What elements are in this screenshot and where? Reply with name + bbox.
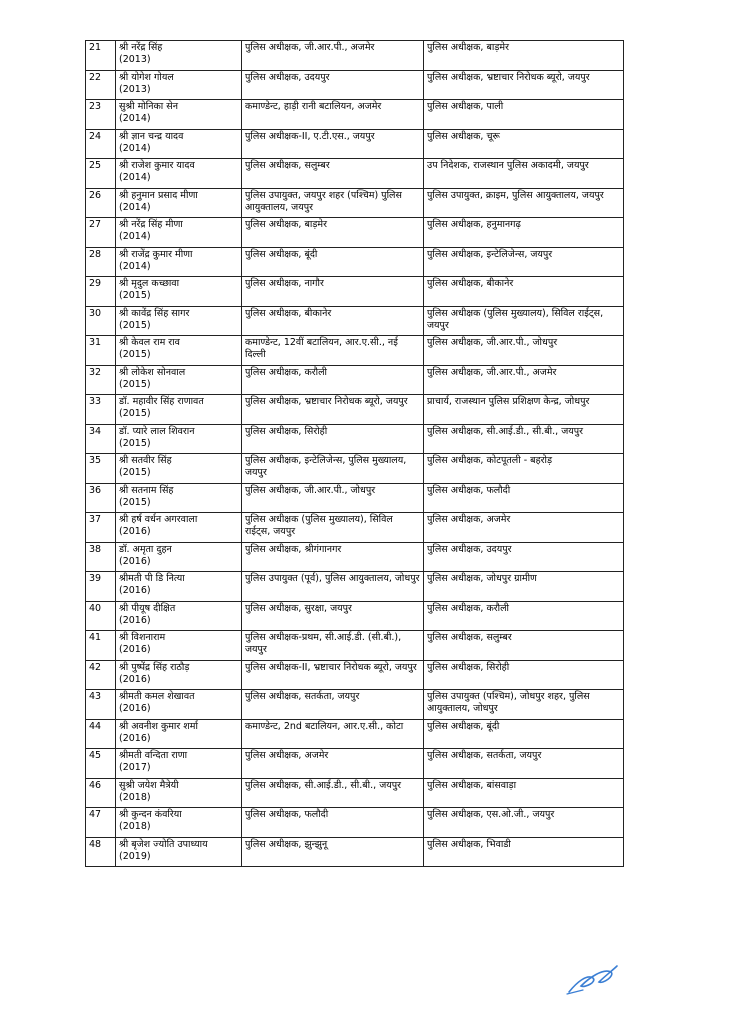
serial-number: 42: [86, 660, 116, 690]
new-posting: पुलिस अधीक्षक (पुलिस मुख्यालय), सिविल राईट्स, जयपुर: [424, 306, 624, 336]
officer-cell: [116, 129, 242, 159]
officer-cell: [116, 100, 242, 130]
new-posting: पुलिस अधीक्षक, एस.ओ.जी., जयपुर: [424, 808, 624, 838]
serial-number: 24: [86, 129, 116, 159]
table-row: [86, 100, 624, 130]
officer-cell: [116, 424, 242, 454]
serial-number: 45: [86, 749, 116, 779]
table-row: [86, 778, 624, 808]
table-row: [86, 277, 624, 307]
serial-number: 35: [86, 454, 116, 484]
officer-name: श्री सतवीर सिंह: [119, 455, 172, 466]
officer-cell: [116, 837, 242, 867]
current-posting: पुलिस अधीक्षक, सतर्कता, जयपुर: [242, 690, 424, 720]
batch-year: (2015): [119, 408, 151, 419]
current-posting: पुलिस अधीक्षक, इन्टेलिजेन्स, पुलिस मुख्यालय, जयपुर: [242, 454, 424, 484]
batch-year: (2018): [119, 791, 151, 803]
table-row: [86, 690, 624, 720]
officer-name: श्री विशनाराम: [119, 632, 166, 643]
table-row: [86, 365, 624, 395]
current-posting: कमाण्डेन्ट, 12वीं बटालियन, आर.ए.सी., नई दिल्ली: [242, 336, 424, 366]
current-posting: पुलिस अधीक्षक, सिरोही: [242, 424, 424, 454]
serial-number: 27: [86, 218, 116, 248]
batch-year: (2014): [119, 260, 151, 272]
batch-year: (2014): [119, 201, 151, 213]
officer-cell: [116, 454, 242, 484]
officer-cell: [116, 572, 242, 602]
officer-cell: [116, 542, 242, 572]
table-row: [86, 188, 624, 218]
table-row: [86, 218, 624, 248]
new-posting: पुलिस अधीक्षक, फलौदी: [424, 483, 624, 513]
batch-year: (2014): [119, 172, 151, 183]
officer-cell: [116, 719, 242, 749]
officer-cell: [116, 336, 242, 366]
transfer-table: [85, 40, 624, 867]
serial-number: 37: [86, 513, 116, 543]
serial-number: 33: [86, 395, 116, 425]
serial-number: 40: [86, 601, 116, 631]
new-posting: पुलिस अधीक्षक, करौली: [424, 601, 624, 631]
new-posting: पुलिस अधीक्षक, जी.आर.पी., अजमेर: [424, 365, 624, 395]
current-posting: पुलिस अधीक्षक, अजमेर: [242, 749, 424, 779]
new-posting: पुलिस अधीक्षक, बाड़मेर: [424, 41, 624, 71]
officer-name: श्री लोकेश सोनवाल: [119, 366, 186, 378]
officer-name: श्री नरेंद्र सिंह: [119, 42, 163, 53]
new-posting: पुलिस अधीक्षक, चूरू: [424, 129, 624, 159]
officer-name: श्री योगेश गोयल: [119, 71, 174, 83]
current-posting: पुलिस अधीक्षक, सुरक्षा, जयपुर: [242, 601, 424, 631]
current-posting: कमाण्डेन्ट, 2nd बटालियन, आर.ए.सी., कोटा: [242, 719, 424, 749]
table-row: [86, 395, 624, 425]
table-row: [86, 601, 624, 631]
new-posting: पुलिस अधीक्षक, बीकानेर: [424, 277, 624, 307]
current-posting: पुलिस अधीक्षक-प्रथम, सी.आई.डी. (सी.बी.), जयपुर: [242, 631, 424, 661]
new-posting: पुलिस अधीक्षक, बांसवाड़ा: [424, 778, 624, 808]
officer-cell: [116, 631, 242, 661]
serial-number: 38: [86, 542, 116, 572]
table-row: [86, 41, 624, 71]
serial-number: 47: [86, 808, 116, 838]
officer-cell: [116, 218, 242, 248]
table-row: [86, 306, 624, 336]
new-posting: पुलिस अधीक्षक, जोधपुर ग्रामीण: [424, 572, 624, 602]
serial-number: 30: [86, 306, 116, 336]
serial-number: 43: [86, 690, 116, 720]
new-posting: पुलिस अधीक्षक, सतर्कता, जयपुर: [424, 749, 624, 779]
officer-cell: [116, 749, 242, 779]
batch-year: (2015): [119, 467, 151, 478]
table-row: [86, 808, 624, 838]
table-row: [86, 70, 624, 100]
new-posting: उप निदेशक, राजस्थान पुलिस अकादमी, जयपुर: [424, 159, 624, 189]
batch-year: (2016): [119, 585, 151, 596]
table-row: [86, 513, 624, 543]
officer-cell: [116, 247, 242, 277]
table-row: [86, 660, 624, 690]
officer-name: श्री पीयूष दीक्षित: [119, 602, 176, 614]
batch-year: (2015): [119, 496, 151, 508]
current-posting: पुलिस अधीक्षक (पुलिस मुख्यालय), सिविल राईट्स, जयपुर: [242, 513, 424, 543]
serial-number: 46: [86, 778, 116, 808]
officer-name: श्रीमती कमल शेखावत: [119, 691, 195, 702]
new-posting: पुलिस अधीक्षक, बूंदी: [424, 719, 624, 749]
serial-number: 31: [86, 336, 116, 366]
current-posting: पुलिस अधीक्षक, श्रीगंगानगर: [242, 542, 424, 572]
officer-cell: [116, 601, 242, 631]
batch-year: (2017): [119, 762, 151, 773]
serial-number: 36: [86, 483, 116, 513]
table-row: [86, 247, 624, 277]
table-row: [86, 159, 624, 189]
officer-name: श्री राजेंद्र कुमार मीणा: [119, 248, 193, 260]
officer-name: श्री सतनाम सिंह: [119, 484, 174, 496]
current-posting: पुलिस अधीक्षक, बूंदी: [242, 247, 424, 277]
officer-cell: [116, 483, 242, 513]
current-posting: पुलिस उपायुक्त, जयपुर शहर (पश्चिम) पुलिस आयुक्तालय, जयपुर: [242, 188, 424, 218]
officer-cell: [116, 188, 242, 218]
batch-year: (2015): [119, 437, 151, 449]
officer-cell: [116, 70, 242, 100]
new-posting: पुलिस अधीक्षक, हनुमानगढ़: [424, 218, 624, 248]
serial-number: 34: [86, 424, 116, 454]
current-posting: पुलिस अधीक्षक, फलौदी: [242, 808, 424, 838]
officer-name: श्री हनुमान प्रसाद मीणा: [119, 189, 198, 201]
new-posting: पुलिस अधीक्षक, कोटपूतली - बहरोड़: [424, 454, 624, 484]
serial-number: 22: [86, 70, 116, 100]
batch-year: (2014): [119, 142, 151, 154]
new-posting: पुलिस उपायुक्त (पश्चिम), जोधपुर शहर, पुलिस आयुक्तालय, जोधपुर: [424, 690, 624, 720]
batch-year: (2014): [119, 113, 151, 124]
officer-cell: [116, 159, 242, 189]
serial-number: 44: [86, 719, 116, 749]
current-posting: पुलिस अधीक्षक, भ्रष्टाचार निरोधक ब्यूरो, जयपुर: [242, 395, 424, 425]
batch-year: (2019): [119, 850, 151, 862]
batch-year: (2016): [119, 614, 151, 626]
batch-year: (2016): [119, 732, 151, 744]
officer-cell: [116, 41, 242, 71]
current-posting: पुलिस अधीक्षक, नागौर: [242, 277, 424, 307]
table-row: [86, 424, 624, 454]
batch-year: (2015): [119, 349, 151, 360]
new-posting: पुलिस अधीक्षक, सिरोही: [424, 660, 624, 690]
officer-name: श्री कुन्दन कंवरिया: [119, 809, 182, 820]
table-row: [86, 631, 624, 661]
officer-cell: [116, 306, 242, 336]
officer-name: श्री राजेश कुमार यादव: [119, 160, 195, 171]
table-row: [86, 336, 624, 366]
officer-name: श्री पुष्पेंद्र सिंह राठौड़: [119, 661, 190, 673]
table-row: [86, 719, 624, 749]
new-posting: पुलिस उपायुक्त, क्राइम, पुलिस आयुक्तालय, जयपुर: [424, 188, 624, 218]
batch-year: (2014): [119, 231, 151, 242]
serial-number: 48: [86, 837, 116, 867]
batch-year: (2013): [119, 54, 151, 65]
current-posting: पुलिस अधीक्षक, झुन्झुनू: [242, 837, 424, 867]
new-posting: प्राचार्य, राजस्थान पुलिस प्रशिक्षण केन्द्र, जोधपुर: [424, 395, 624, 425]
officer-name: सुश्री जयेश मैत्रेयी: [119, 779, 179, 791]
current-posting: पुलिस अधीक्षक-II, भ्रष्टाचार निरोधक ब्यूरो, जयपुर: [242, 660, 424, 690]
serial-number: 41: [86, 631, 116, 661]
current-posting: पुलिस अधीक्षक, बाड़मेर: [242, 218, 424, 248]
new-posting: पुलिस अधीक्षक, अजमेर: [424, 513, 624, 543]
officer-name: श्री बृजेश ज्योति उपाध्याय: [119, 838, 208, 850]
table-row: [86, 483, 624, 513]
new-posting: पुलिस अधीक्षक, सलुम्बर: [424, 631, 624, 661]
serial-number: 26: [86, 188, 116, 218]
officer-cell: [116, 277, 242, 307]
serial-number: 28: [86, 247, 116, 277]
new-posting: पुलिस अधीक्षक, भिवाडी: [424, 837, 624, 867]
table-row: [86, 572, 624, 602]
serial-number: 32: [86, 365, 116, 395]
table-row: [86, 542, 624, 572]
current-posting: पुलिस अधीक्षक, सी.आई.डी., सी.बी., जयपुर: [242, 778, 424, 808]
current-posting: पुलिस अधीक्षक, बीकानेर: [242, 306, 424, 336]
new-posting: पुलिस अधीक्षक, जी.आर.पी., जोधपुर: [424, 336, 624, 366]
officer-name: श्री केवल राम राव: [119, 337, 180, 348]
current-posting: पुलिस अधीक्षक, जी.आर.पी., जोधपुर: [242, 483, 424, 513]
officer-cell: [116, 395, 242, 425]
officer-name: डॉ. प्यारे लाल शिवरान: [119, 425, 195, 437]
officer-cell: [116, 808, 242, 838]
batch-year: (2018): [119, 821, 151, 832]
officer-name: सुश्री मोनिका सेन: [119, 101, 178, 112]
serial-number: 39: [86, 572, 116, 602]
batch-year: (2015): [119, 319, 151, 331]
officer-name: श्रीमती वन्दिता राणा: [119, 750, 188, 761]
serial-number: 29: [86, 277, 116, 307]
batch-year: (2016): [119, 644, 151, 655]
current-posting: पुलिस अधीक्षक, जी.आर.पी., अजमेर: [242, 41, 424, 71]
new-posting: पुलिस अधीक्षक, इन्टेलिजेन्स, जयपुर: [424, 247, 624, 277]
new-posting: पुलिस अधीक्षक, भ्रष्टाचार निरोधक ब्यूरो, जयपुर: [424, 70, 624, 100]
new-posting: पुलिस अधीक्षक, पाली: [424, 100, 624, 130]
table-row: [86, 129, 624, 159]
serial-number: 21: [86, 41, 116, 71]
officer-name: श्री हर्ष वर्धन अगरवाला: [119, 514, 198, 525]
officer-name: श्री मृदुल कच्छावा: [119, 278, 180, 289]
batch-year: (2016): [119, 526, 151, 537]
batch-year: (2016): [119, 673, 151, 685]
serial-number: 25: [86, 159, 116, 189]
new-posting: पुलिस अधीक्षक, सी.आई.डी., सी.बी., जयपुर: [424, 424, 624, 454]
officer-name: डॉ. अमृता दुहन: [119, 543, 172, 555]
officer-name: डॉ. महावीर सिंह राणावत: [119, 396, 204, 407]
officer-name: श्री नरेंद्र सिंह मीणा: [119, 219, 183, 230]
batch-year: (2016): [119, 703, 151, 714]
table-row: [86, 749, 624, 779]
current-posting: पुलिस अधीक्षक, सलुम्बर: [242, 159, 424, 189]
table-body: [86, 41, 624, 867]
officer-cell: [116, 365, 242, 395]
officer-name: श्रीमती पी डि नित्या: [119, 573, 185, 584]
officer-name: श्री अवनीश कुमार शर्मा: [119, 720, 198, 732]
current-posting: पुलिस अधीक्षक, उदयपुर: [242, 70, 424, 100]
officer-cell: [116, 690, 242, 720]
officer-name: श्री ज्ञान चन्द्र यादव: [119, 130, 184, 142]
batch-year: (2013): [119, 83, 151, 95]
current-posting: पुलिस अधीक्षक, करौली: [242, 365, 424, 395]
table-row: [86, 837, 624, 867]
new-posting: पुलिस अधीक्षक, उदयपुर: [424, 542, 624, 572]
current-posting: कमाण्डेन्ट, हाड़ी रानी बटालियन, अजमेर: [242, 100, 424, 130]
batch-year: (2015): [119, 290, 151, 301]
current-posting: पुलिस अधीक्षक-II, ए.टी.एस., जयपुर: [242, 129, 424, 159]
officer-name: श्री कावेंद्र सिंह सागर: [119, 307, 190, 319]
officer-cell: [116, 778, 242, 808]
batch-year: (2016): [119, 555, 151, 567]
officer-cell: [116, 513, 242, 543]
table-row: [86, 454, 624, 484]
signature-mark: [563, 960, 619, 998]
batch-year: (2015): [119, 378, 151, 390]
officer-cell: [116, 660, 242, 690]
serial-number: 23: [86, 100, 116, 130]
current-posting: पुलिस उपायुक्त (पूर्व), पुलिस आयुक्तालय, जोधपुर: [242, 572, 424, 602]
